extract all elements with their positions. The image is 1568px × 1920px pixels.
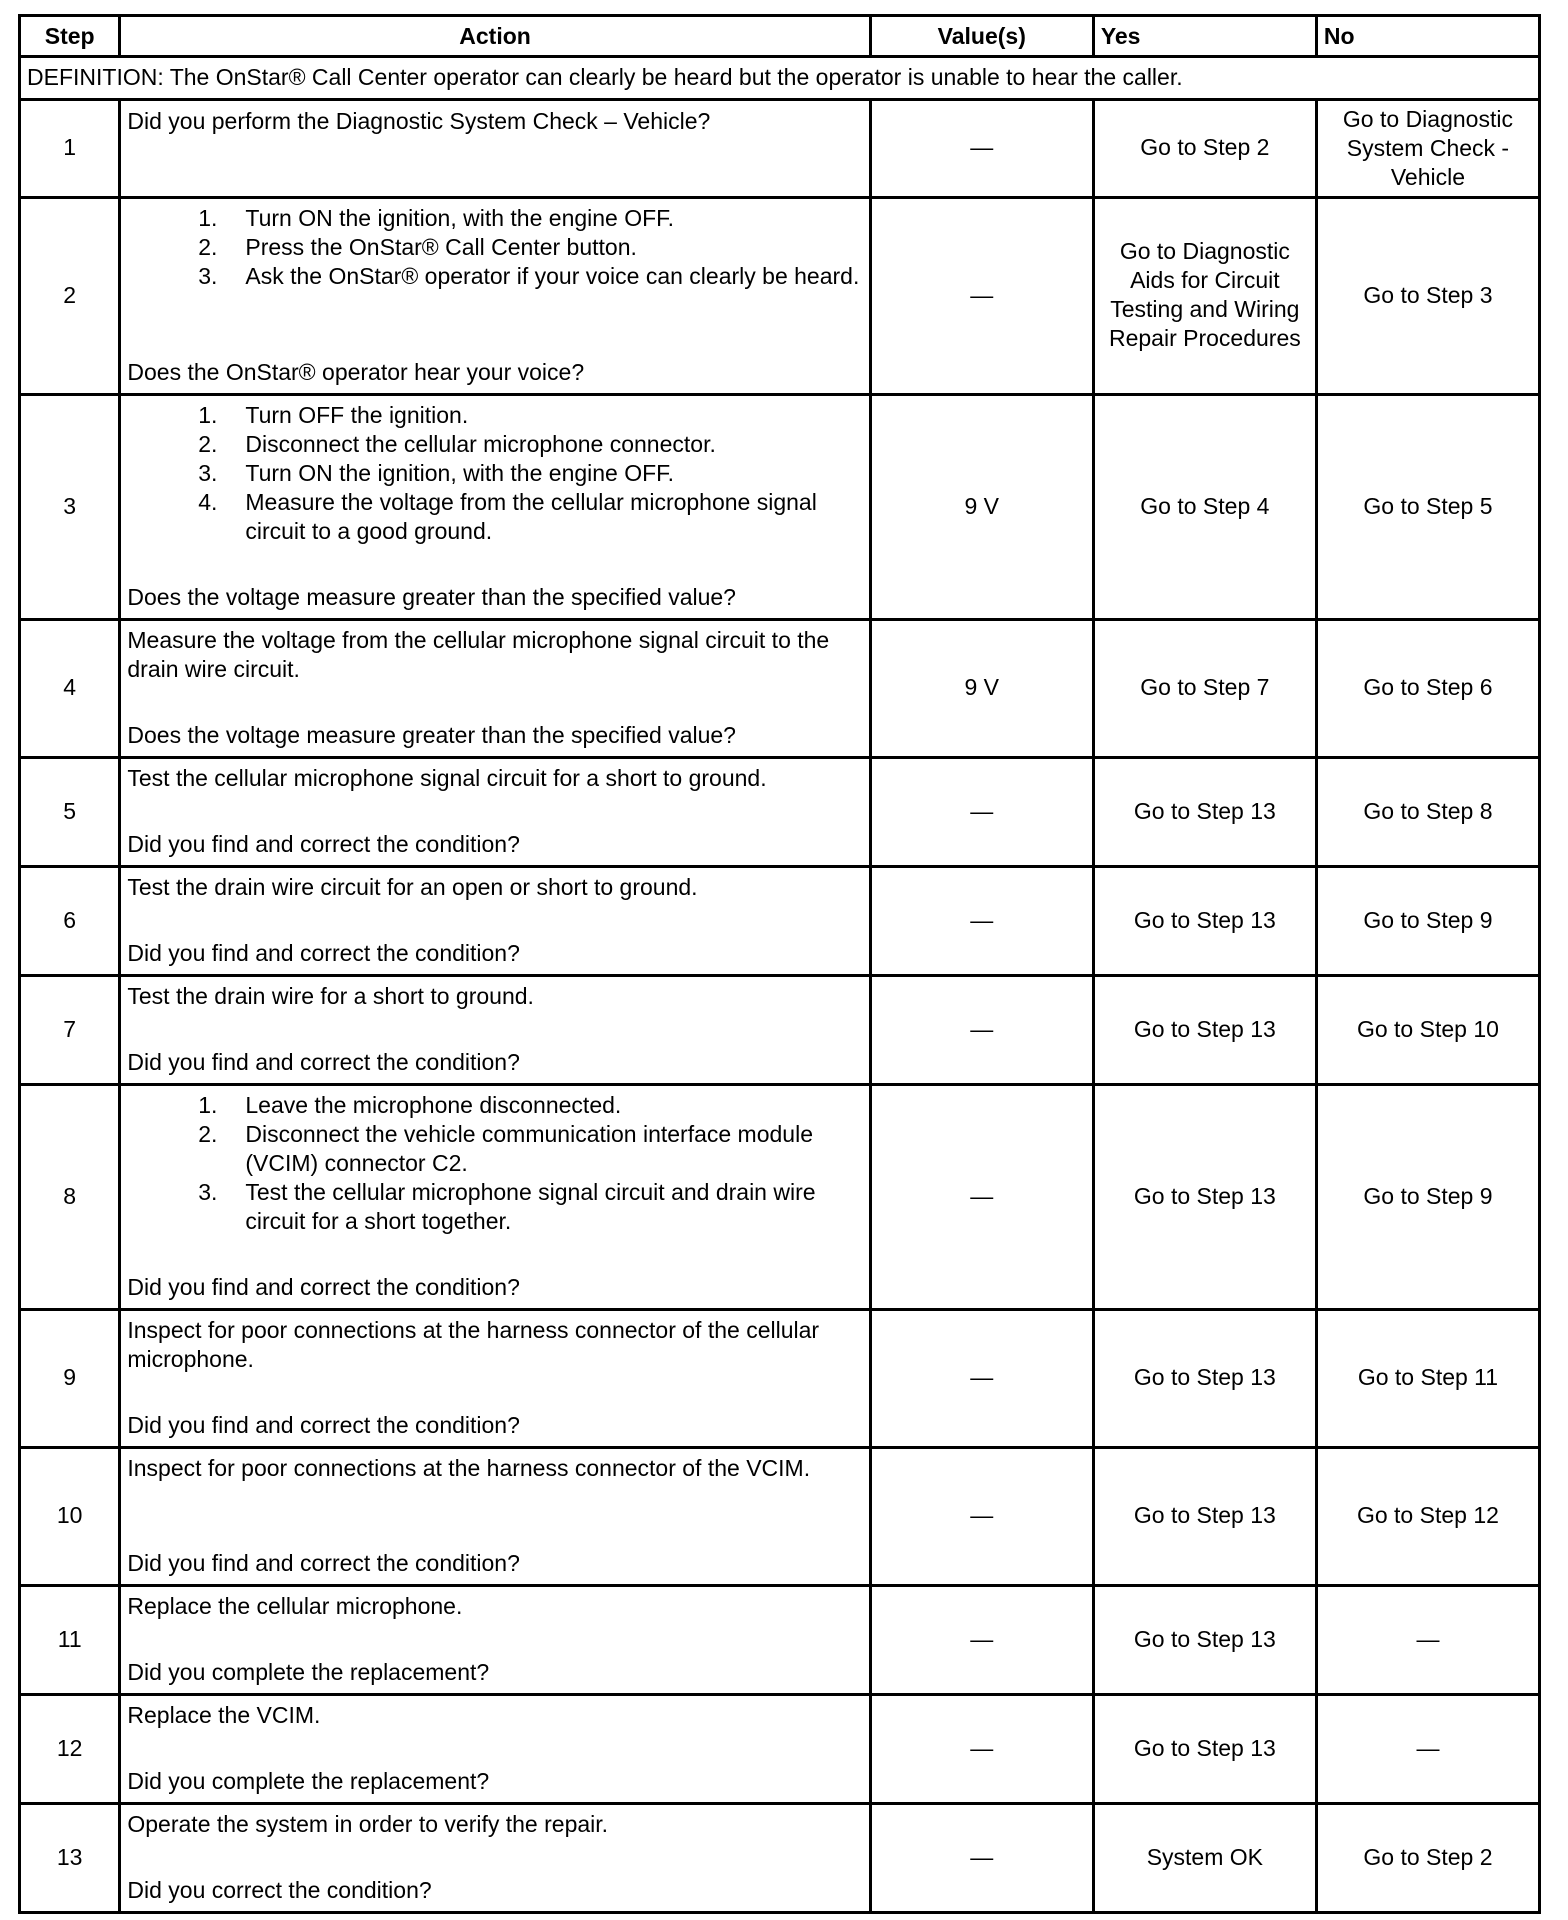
yes-action-cell: System OK <box>1093 1804 1316 1913</box>
step-number: 11 <box>20 1586 120 1695</box>
action-instruction: Replace the VCIM. <box>127 1701 321 1728</box>
substep-text: Turn ON the ignition, with the engine OFF. <box>245 204 675 231</box>
table-row <box>20 1085 1540 1310</box>
substep-item <box>127 459 862 488</box>
no-action-cell: Go to Diagnostic System Check - Vehicle <box>1316 100 1539 198</box>
action-substeps <box>127 204 862 291</box>
substep-item <box>127 1120 862 1178</box>
table-row <box>20 976 1540 1085</box>
yes-action-cell: Go to Diagnostic Aids for Circuit Testing and Wiring Repair Procedures <box>1093 198 1316 395</box>
no-action-cell: Go to Step 2 <box>1316 1804 1539 1913</box>
action-cell <box>120 867 870 976</box>
action-question: Did you find and correct the condition? <box>127 1549 520 1576</box>
yes-action-cell: Go to Step 13 <box>1093 867 1316 976</box>
step-number: 5 <box>20 758 120 867</box>
action-cell <box>120 395 870 620</box>
action-question: Did you find and correct the condition? <box>127 1273 520 1300</box>
no-action-cell: Go to Step 9 <box>1316 1085 1539 1310</box>
substep-text: Turn OFF the ignition. <box>245 401 469 428</box>
substep-item <box>127 1091 862 1120</box>
action-question: Did you find and correct the condition? <box>127 1048 520 1075</box>
action-question: Did you find and correct the condition? <box>127 1411 520 1438</box>
value-cell: — <box>870 867 1093 976</box>
step-number: 6 <box>20 867 120 976</box>
action-question: Did you complete the replacement? <box>127 1767 490 1794</box>
no-action-cell: Go to Step 9 <box>1316 867 1539 976</box>
yes-action-cell: Go to Step 13 <box>1093 1085 1316 1310</box>
header-row <box>20 16 1540 57</box>
header-no: No <box>1316 16 1539 57</box>
action-cell <box>120 1804 870 1913</box>
substep-item <box>127 262 862 291</box>
header-values: Value(s) <box>870 16 1093 57</box>
action-substeps <box>127 401 862 546</box>
substep-item <box>127 401 862 430</box>
substep-number: 2. <box>198 430 218 457</box>
action-question: Did you correct the condition? <box>127 1876 432 1903</box>
substep-number: 1. <box>198 1091 218 1118</box>
action-instruction: Did you perform the Diagnostic System Check – Vehicle? <box>127 107 711 134</box>
substep-text: Test the cellular microphone signal circuit and drain wire circuit for a short together. <box>245 1178 816 1234</box>
step-number: 2 <box>20 198 120 395</box>
value-cell: 9 V <box>870 620 1093 758</box>
action-instruction: Measure the voltage from the cellular microphone signal circuit to the drain wire circuit. <box>127 626 830 682</box>
step-number: 3 <box>20 395 120 620</box>
action-question: Does the voltage measure greater than the specified value? <box>127 583 736 610</box>
table-row <box>20 1695 1540 1804</box>
action-substeps <box>127 1091 862 1236</box>
value-cell: — <box>870 1448 1093 1586</box>
action-cell <box>120 1085 870 1310</box>
no-action-cell: Go to Step 6 <box>1316 620 1539 758</box>
definition-row <box>20 57 1540 100</box>
substep-text: Measure the voltage from the cellular microphone signal circuit to a good ground. <box>245 488 817 544</box>
diagnostic-table-container <box>18 14 1541 1914</box>
step-number: 4 <box>20 620 120 758</box>
substep-number: 1. <box>198 401 218 428</box>
yes-action-cell: Go to Step 13 <box>1093 1448 1316 1586</box>
yes-action-cell: Go to Step 13 <box>1093 758 1316 867</box>
action-cell <box>120 620 870 758</box>
action-cell <box>120 1448 870 1586</box>
substep-text: Press the OnStar® Call Center button. <box>245 233 637 260</box>
substep-number: 4. <box>198 488 218 515</box>
value-cell: — <box>870 1695 1093 1804</box>
substep-text: Turn ON the ignition, with the engine OFF. <box>245 459 675 486</box>
yes-action-cell: Go to Step 13 <box>1093 1586 1316 1695</box>
value-cell: — <box>870 1310 1093 1448</box>
substep-number: 3. <box>198 459 218 486</box>
substep-item <box>127 233 862 262</box>
no-action-cell: Go to Step 11 <box>1316 1310 1539 1448</box>
substep-item <box>127 488 862 546</box>
no-action-cell: — <box>1316 1695 1539 1804</box>
value-cell: — <box>870 1085 1093 1310</box>
yes-action-cell: Go to Step 13 <box>1093 976 1316 1085</box>
action-instruction: Test the drain wire for a short to ground. <box>127 982 534 1009</box>
action-question: Did you find and correct the condition? <box>127 830 520 857</box>
no-action-cell: Go to Step 8 <box>1316 758 1539 867</box>
yes-action-cell: Go to Step 4 <box>1093 395 1316 620</box>
yes-action-cell: Go to Step 13 <box>1093 1695 1316 1804</box>
step-number: 8 <box>20 1085 120 1310</box>
step-number: 13 <box>20 1804 120 1913</box>
substep-number: 2. <box>198 1120 218 1147</box>
table-row <box>20 1448 1540 1586</box>
substep-text: Disconnect the cellular microphone connector. <box>245 430 716 457</box>
table-row <box>20 395 1540 620</box>
value-cell: — <box>870 100 1093 198</box>
action-question: Did you find and correct the condition? <box>127 939 520 966</box>
yes-action-cell: Go to Step 7 <box>1093 620 1316 758</box>
value-cell: — <box>870 1586 1093 1695</box>
table-row <box>20 1586 1540 1695</box>
table-row <box>20 1804 1540 1913</box>
action-instruction: Test the cellular microphone signal circuit for a short to ground. <box>127 764 767 791</box>
value-cell: — <box>870 976 1093 1085</box>
step-number: 12 <box>20 1695 120 1804</box>
action-cell <box>120 1586 870 1695</box>
diagnostic-table <box>18 14 1541 1914</box>
substep-text: Leave the microphone disconnected. <box>245 1091 622 1118</box>
substep-item <box>127 1178 862 1236</box>
action-question: Does the voltage measure greater than the specified value? <box>127 721 736 748</box>
action-instruction: Inspect for poor connections at the harness connector of the VCIM. <box>127 1454 811 1481</box>
value-cell: — <box>870 198 1093 395</box>
step-number: 1 <box>20 100 120 198</box>
table-row <box>20 867 1540 976</box>
action-question: Does the OnStar® operator hear your voice? <box>127 358 585 385</box>
substep-item <box>127 204 862 233</box>
definition-text: DEFINITION: The OnStar® Call Center operator can clearly be heard but the operator is unable to hear the caller. <box>20 57 1540 100</box>
header-step: Step <box>20 16 120 57</box>
substep-number: 3. <box>198 1178 218 1205</box>
action-instruction: Operate the system in order to verify the repair. <box>127 1810 609 1837</box>
substep-text: Disconnect the vehicle communication interface module (VCIM) connector C2. <box>245 1120 813 1176</box>
action-instruction: Test the drain wire circuit for an open or short to ground. <box>127 873 698 900</box>
no-action-cell: — <box>1316 1586 1539 1695</box>
table-row <box>20 1310 1540 1448</box>
action-instruction: Replace the cellular microphone. <box>127 1592 463 1619</box>
step-number: 10 <box>20 1448 120 1586</box>
no-action-cell: Go to Step 10 <box>1316 976 1539 1085</box>
table-row <box>20 620 1540 758</box>
step-number: 7 <box>20 976 120 1085</box>
no-action-cell: Go to Step 12 <box>1316 1448 1539 1586</box>
yes-action-cell: Go to Step 2 <box>1093 100 1316 198</box>
action-cell <box>120 976 870 1085</box>
value-cell: — <box>870 758 1093 867</box>
action-cell <box>120 1310 870 1448</box>
yes-action-cell: Go to Step 13 <box>1093 1310 1316 1448</box>
table-row <box>20 758 1540 867</box>
step-number: 9 <box>20 1310 120 1448</box>
substep-number: 1. <box>198 204 218 231</box>
header-action: Action <box>120 16 870 57</box>
action-cell <box>120 100 870 198</box>
table-body <box>20 57 1540 1913</box>
no-action-cell: Go to Step 5 <box>1316 395 1539 620</box>
value-cell: 9 V <box>870 395 1093 620</box>
action-cell <box>120 1695 870 1804</box>
table-row <box>20 100 1540 198</box>
action-question: Did you complete the replacement? <box>127 1658 490 1685</box>
substep-text: Ask the OnStar® operator if your voice can clearly be heard. <box>245 262 860 289</box>
substep-number: 3. <box>198 262 218 289</box>
action-cell <box>120 758 870 867</box>
substep-item <box>127 430 862 459</box>
no-action-cell: Go to Step 3 <box>1316 198 1539 395</box>
header-yes: Yes <box>1093 16 1316 57</box>
table-row <box>20 198 1540 395</box>
action-instruction: Inspect for poor connections at the harness connector of the cellular microphone. <box>127 1316 820 1372</box>
action-cell <box>120 198 870 395</box>
substep-number: 2. <box>198 233 218 260</box>
value-cell: — <box>870 1804 1093 1913</box>
